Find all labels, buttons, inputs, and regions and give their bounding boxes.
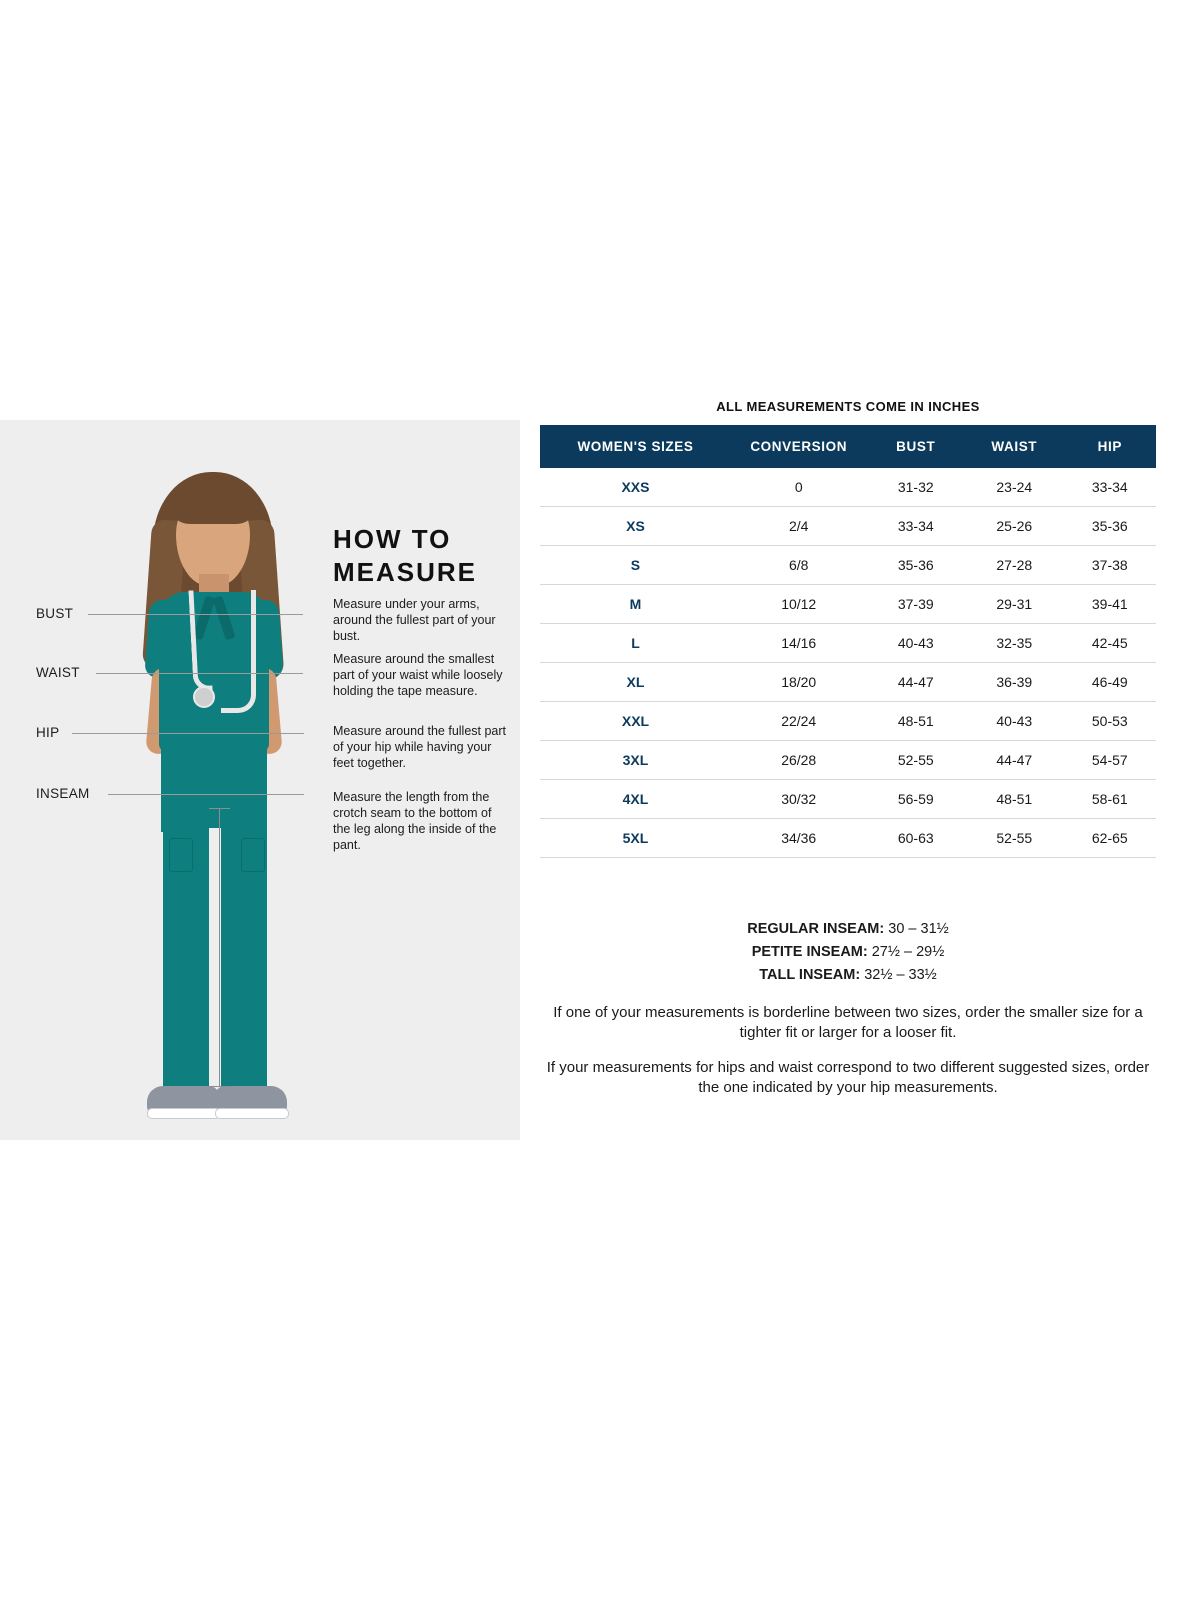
inseam-measure-cap-bottom: [209, 1086, 230, 1087]
cell-bust: 40-43: [866, 624, 965, 663]
inseam-note-petite-label: PETITE INSEAM:: [751, 944, 868, 961]
size-chart-body: [540, 468, 1156, 858]
cell-hip: 42-45: [1064, 624, 1156, 663]
stethoscope-right-tube-icon: [221, 590, 256, 713]
cell-hip: 39-41: [1064, 585, 1156, 624]
cell-size: XL: [540, 663, 731, 702]
instruction-bust: Measure under your arms, around the fullest part of your bust.: [333, 597, 496, 643]
measure-label-inseam: INSEAM: [36, 786, 90, 801]
cell-hip: 35-36: [1064, 507, 1156, 546]
leader-line-hip: [72, 733, 304, 734]
how-to-measure-title-line1: HOW TO: [333, 524, 452, 554]
size-chart-table: [540, 425, 1156, 858]
cell-conversion: 6/8: [731, 546, 867, 585]
how-to-measure-title-line2: MEASURE: [333, 556, 478, 587]
inseam-note-tall-label: TALL INSEAM:: [759, 967, 861, 984]
inseam-note-petite-value: 27½ – 29½: [871, 944, 945, 961]
cell-waist: 29-31: [965, 585, 1064, 624]
cell-waist: 32-35: [965, 624, 1064, 663]
column-header-conversion: CONVERSION: [731, 425, 867, 468]
cell-size: S: [540, 546, 731, 585]
cell-hip: 46-49: [1064, 663, 1156, 702]
cell-size: XXL: [540, 702, 731, 741]
instruction-hip: Measure around the fullest part of your hip while having your feet together.: [333, 724, 507, 770]
measure-label-bust: BUST: [36, 606, 74, 621]
cell-waist: 36-39: [965, 663, 1064, 702]
table-row: [540, 780, 1156, 819]
cell-size: XS: [540, 507, 731, 546]
cell-bust: 60-63: [866, 819, 965, 858]
stethoscope-bell-icon: [193, 686, 215, 708]
table-row: [540, 741, 1156, 780]
cell-size: XXS: [540, 468, 731, 507]
cell-waist: 23-24: [965, 468, 1064, 507]
column-header-hip: HIP: [1064, 425, 1156, 468]
inseam-measure-cap-top: [209, 808, 230, 809]
table-row: [540, 663, 1156, 702]
table-row: [540, 819, 1156, 858]
how-to-measure-panel: [0, 420, 520, 1140]
inseam-measure-line: [219, 808, 220, 1086]
shoe-sole-right: [215, 1108, 289, 1119]
cell-waist: 52-55: [965, 819, 1064, 858]
cell-bust: 33-34: [866, 507, 965, 546]
measure-label-hip: HIP: [36, 725, 60, 740]
leader-line-inseam: [108, 794, 304, 795]
cell-conversion: 10/12: [731, 585, 867, 624]
model-illustration: [95, 450, 345, 1110]
table-header-row: [540, 425, 1156, 468]
cell-size: 3XL: [540, 741, 731, 780]
cell-waist: 27-28: [965, 546, 1064, 585]
cell-hip: 62-65: [1064, 819, 1156, 858]
pant-pocket-right: [241, 838, 265, 872]
inseam-notes: [540, 918, 1156, 988]
table-row: [540, 468, 1156, 507]
cell-conversion: 14/16: [731, 624, 867, 663]
table-row: [540, 585, 1156, 624]
cell-bust: 48-51: [866, 702, 965, 741]
measure-label-waist: WAIST: [36, 665, 80, 680]
cell-conversion: 18/20: [731, 663, 867, 702]
chart-heading: ALL MEASUREMENTS COME IN INCHES: [716, 399, 980, 414]
cell-waist: 25-26: [965, 507, 1064, 546]
leader-line-waist: [96, 673, 303, 674]
shoe-sole-left: [147, 1108, 221, 1119]
cell-size: 4XL: [540, 780, 731, 819]
cell-bust: 31-32: [866, 468, 965, 507]
scrub-pants-top: [161, 742, 267, 832]
cell-size: L: [540, 624, 731, 663]
column-header-bust: BUST: [866, 425, 965, 468]
cell-size: 5XL: [540, 819, 731, 858]
cell-hip: 37-38: [1064, 546, 1156, 585]
instruction-inseam: Measure the length from the crotch seam to the bottom of the leg along the inside of the pant.: [333, 790, 497, 852]
cell-bust: 44-47: [866, 663, 965, 702]
cell-conversion: 34/36: [731, 819, 867, 858]
inseam-note-tall: [540, 964, 1156, 987]
cell-conversion: 2/4: [731, 507, 867, 546]
cell-hip: 58-61: [1064, 780, 1156, 819]
how-to-measure-title: [333, 523, 513, 588]
cell-conversion: 26/28: [731, 741, 867, 780]
cell-conversion: 22/24: [731, 702, 867, 741]
inseam-note-regular-label: REGULAR INSEAM:: [747, 921, 885, 937]
cell-hip: 50-53: [1064, 702, 1156, 741]
cell-bust: 56-59: [866, 780, 965, 819]
cell-conversion: 30/32: [731, 780, 867, 819]
leader-line-bust: [88, 614, 303, 615]
inseam-note-regular-value: 30 – 31½: [888, 921, 949, 937]
inseam-note-regular: [540, 918, 1156, 941]
cell-size: M: [540, 585, 731, 624]
cell-bust: 52-55: [866, 741, 965, 780]
inseam-note-tall-value: 32½ – 33½: [864, 967, 937, 984]
table-row: [540, 546, 1156, 585]
cell-hip: 54-57: [1064, 741, 1156, 780]
inseam-note-petite: [540, 941, 1156, 964]
column-header-sizes: WOMEN'S SIZES: [540, 425, 731, 468]
cell-waist: 40-43: [965, 702, 1064, 741]
footnote-hip-priority: If your measurements for hips and waist correspond to two different suggested sizes, order the one indicated by your hip measurements.: [546, 1059, 1150, 1097]
pant-pocket-left: [169, 838, 193, 872]
cell-conversion: 0: [731, 468, 867, 507]
table-row: [540, 702, 1156, 741]
footnote-borderline: If one of your measurements is borderline between two sizes, order the smaller size for a tighter fit or larger for a looser fit.: [553, 1004, 1143, 1042]
column-header-waist: WAIST: [965, 425, 1064, 468]
cell-bust: 37-39: [866, 585, 965, 624]
cell-hip: 33-34: [1064, 468, 1156, 507]
cell-bust: 35-36: [866, 546, 965, 585]
table-row: [540, 624, 1156, 663]
cell-waist: 44-47: [965, 741, 1064, 780]
table-row: [540, 507, 1156, 546]
cell-waist: 48-51: [965, 780, 1064, 819]
instruction-waist: Measure around the smallest part of your waist while loosely holding the tape measure.: [333, 652, 503, 698]
